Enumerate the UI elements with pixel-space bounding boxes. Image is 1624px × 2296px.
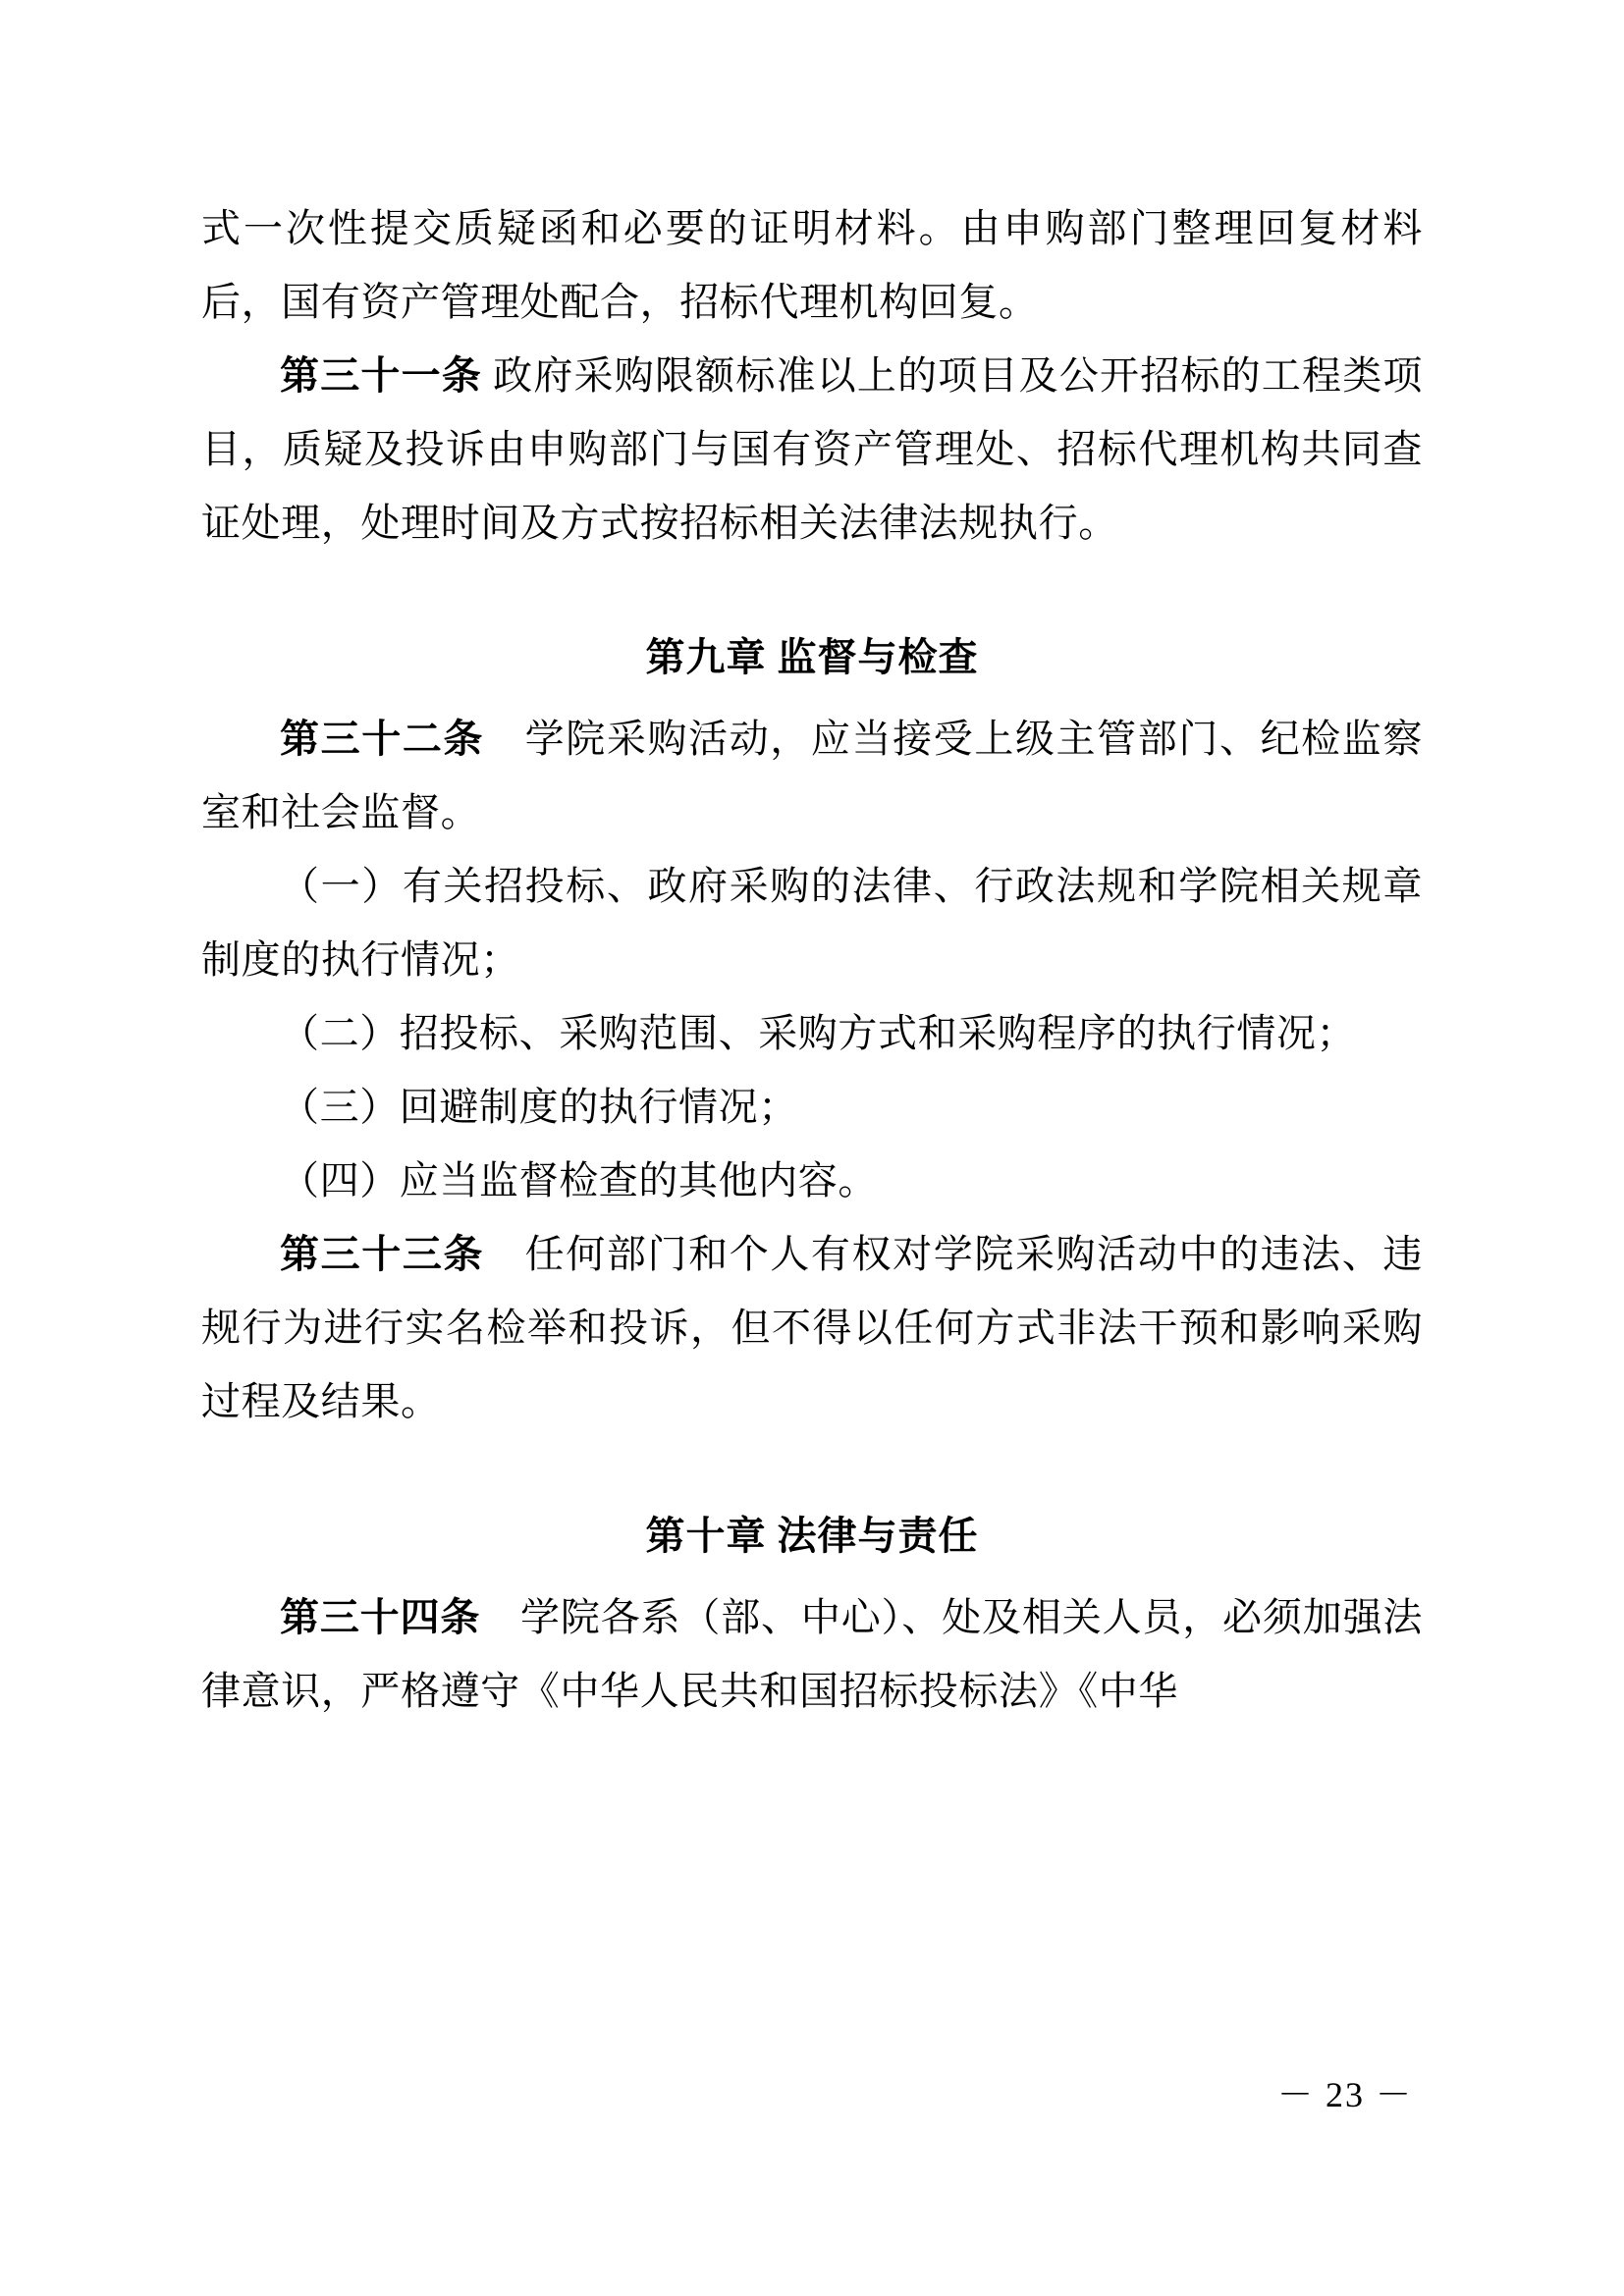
article-34-label: 第三十四条 (280, 1595, 481, 1639)
chapter-9-heading: 第九章 监督与检查 (645, 635, 979, 679)
article-32-item-2: （二）招投标、采购范围、采购方式和采购程序的执行情况； (280, 1011, 1357, 1055)
article-33-label: 第三十三条 (280, 1232, 485, 1276)
article-34-text: 学院各系（部、中心）、处及相关人员，必须加强法律意识，严格遵守《中华人民共和国招标投标法》《中华 (201, 1595, 1423, 1713)
paragraph-continued-article-30: 式一次性提交质疑函和必要的证明材料。由申购部门整理回复材料后，国有资产管理处配合，招标代理机构回复。 (201, 206, 1423, 324)
article-31-text: 政府采购限额标准以上的项目及公开招标的工程类项目，质疑及投诉由申购部门与国有资产管理处、招标代理机构共同查证处理，处理时间及方式按招标相关法律法规执行。 (201, 353, 1423, 545)
article-31 (201, 339, 1423, 560)
article-33 (201, 1217, 1423, 1438)
article-34 (201, 1580, 1423, 1728)
article-31-label: 第三十一条 (280, 353, 482, 398)
chapter-10-heading: 第十章 法律与责任 (645, 1514, 979, 1558)
page-number: － 23 － (1276, 2075, 1413, 2114)
article-33-text: 任何部门和个人有权对学院采购活动中的违法、违规行为进行实名检举和投诉，但不得以任何方式非法干预和影响采购过程及结果。 (201, 1232, 1424, 1423)
article-32-text: 学院采购活动，应当接受上级主管部门、纪检监察室和社会监督。 (201, 717, 1424, 834)
article-32-item-3: （三）回避制度的执行情况； (280, 1085, 798, 1129)
article-32 (201, 702, 1423, 849)
article-32-item-4: （四）应当监督检查的其他内容。 (280, 1158, 878, 1202)
article-32-label: 第三十二条 (280, 717, 485, 761)
article-32-item-1: （一）有关招投标、政府采购的法律、行政法规和学院相关规章制度的执行情况； (201, 864, 1423, 982)
